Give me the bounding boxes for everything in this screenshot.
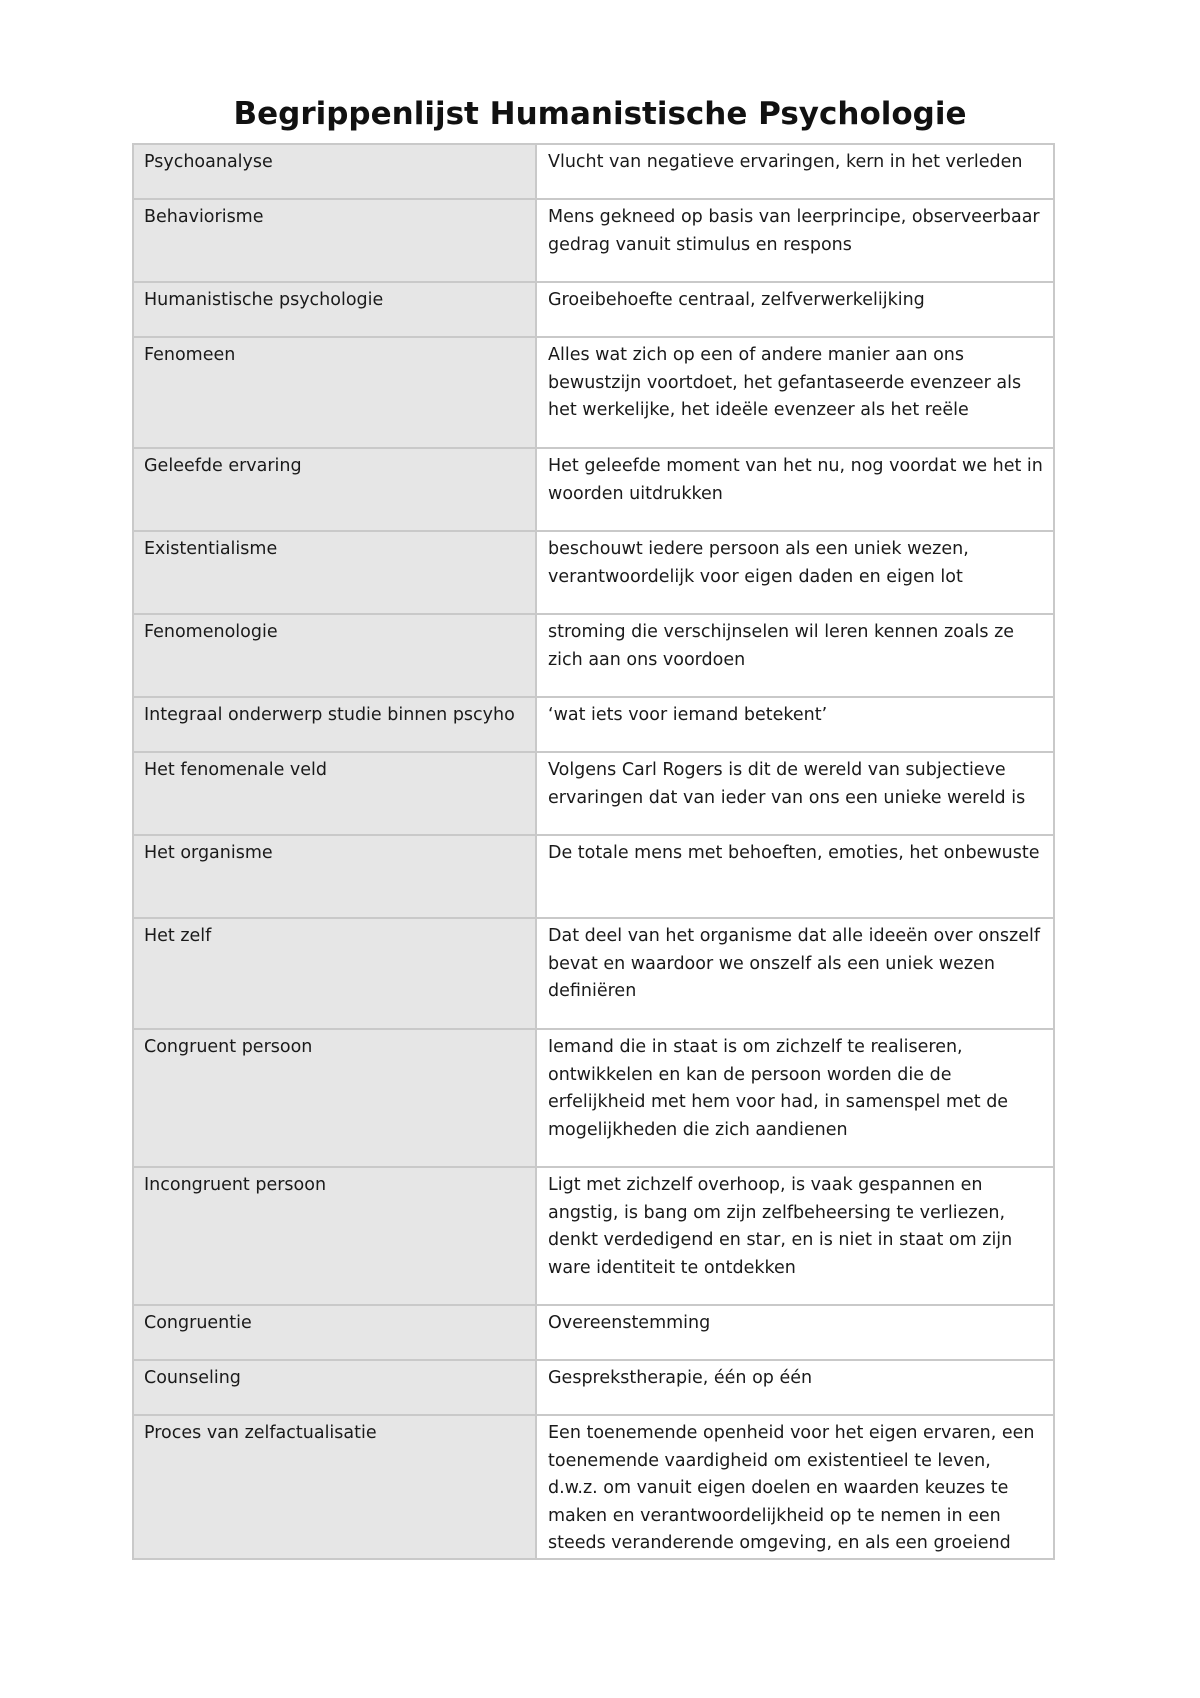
term-cell: Counseling xyxy=(133,1360,536,1415)
term-cell: Het zelf xyxy=(133,918,536,1029)
table-row xyxy=(133,1305,1054,1360)
term-cell: Congruent persoon xyxy=(133,1029,536,1167)
definition-cell: beschouwt iedere persoon als een uniek wezen, verantwoordelijk voor eigen daden en eigen lot xyxy=(536,531,1054,614)
term-cell: Existentialisme xyxy=(133,531,536,614)
table-row xyxy=(133,448,1054,531)
term-cell: Incongruent persoon xyxy=(133,1167,536,1305)
definition-cell: Alles wat zich op een of andere manier aan ons bewustzijn voortdoet, het gefantaseerde evenzeer als het werkelijke, het ideële evenzeer als het reële xyxy=(536,337,1054,448)
table-row xyxy=(133,697,1054,752)
table-row xyxy=(133,144,1054,199)
definition-cell: ‘wat iets voor iemand betekent’ xyxy=(536,697,1054,752)
term-cell: Behaviorisme xyxy=(133,199,536,282)
term-cell: Psychoanalyse xyxy=(133,144,536,199)
definition-cell: Iemand die in staat is om zichzelf te realiseren, ontwikkelen en kan de persoon worden die de erfelijkheid met hem voor had, in samenspel met de mogelijkheden die zich aandienen xyxy=(536,1029,1054,1167)
term-cell: Het organisme xyxy=(133,835,536,918)
table-row xyxy=(133,1360,1054,1415)
definition-cell: Het geleefde moment van het nu, nog voordat we het in woorden uitdrukken xyxy=(536,448,1054,531)
table-row xyxy=(133,282,1054,337)
term-cell: Geleefde ervaring xyxy=(133,448,536,531)
definition-cell: stroming die verschijnselen wil leren kennen zoals ze zich aan ons voordoen xyxy=(536,614,1054,697)
definition-cell: Dat deel van het organisme dat alle ideeën over onszelf bevat en waardoor we onszelf als een uniek wezen definiëren xyxy=(536,918,1054,1029)
table-row xyxy=(133,614,1054,697)
table-row xyxy=(133,1167,1054,1305)
table-row xyxy=(133,531,1054,614)
term-cell: Humanistische psychologie xyxy=(133,282,536,337)
term-cell: Integraal onderwerp studie binnen pscyho xyxy=(133,697,536,752)
table-row xyxy=(133,199,1054,282)
glossary-table xyxy=(132,143,1055,1560)
table-row xyxy=(133,1415,1054,1559)
definition-cell: Volgens Carl Rogers is dit de wereld van subjectieve ervaringen dat van ieder van ons een unieke wereld is xyxy=(536,752,1054,835)
term-cell: Fenomenologie xyxy=(133,614,536,697)
definition-cell: Groeibehoefte centraal, zelfverwerkelijking xyxy=(536,282,1054,337)
definition-cell: Mens gekneed op basis van leerprincipe, observeerbaar gedrag vanuit stimulus en respons xyxy=(536,199,1054,282)
table-row xyxy=(133,835,1054,918)
page-title: Begrippenlijst Humanistische Psychologie xyxy=(233,96,967,132)
term-cell: Proces van zelfactualisatie xyxy=(133,1415,536,1559)
table-row xyxy=(133,337,1054,448)
glossary-table-body xyxy=(133,144,1054,1559)
definition-cell: Gesprekstherapie, één op één xyxy=(536,1360,1054,1415)
table-row xyxy=(133,918,1054,1029)
table-row xyxy=(133,752,1054,835)
definition-cell: Overeenstemming xyxy=(536,1305,1054,1360)
table-row xyxy=(133,1029,1054,1167)
definition-cell: Ligt met zichzelf overhoop, is vaak gespannen en angstig, is bang om zijn zelfbeheersing te verliezen, denkt verdedigend en star, en is niet in staat om zijn ware identiteit te ontdekken xyxy=(536,1167,1054,1305)
definition-cell: Vlucht van negatieve ervaringen, kern in het verleden xyxy=(536,144,1054,199)
term-cell: Congruentie xyxy=(133,1305,536,1360)
term-cell: Fenomeen xyxy=(133,337,536,448)
definition-cell: De totale mens met behoeften, emoties, het onbewuste xyxy=(536,835,1054,918)
definition-cell: Een toenemende openheid voor het eigen ervaren, een toenemende vaardigheid om existentieel te leven, d.w.z. om vanuit eigen doelen en waarden keuzes te maken en verantwoordelijkheid op te nemen in een steeds veranderende omgeving, en als een groeiend xyxy=(536,1415,1054,1559)
term-cell: Het fenomenale veld xyxy=(133,752,536,835)
